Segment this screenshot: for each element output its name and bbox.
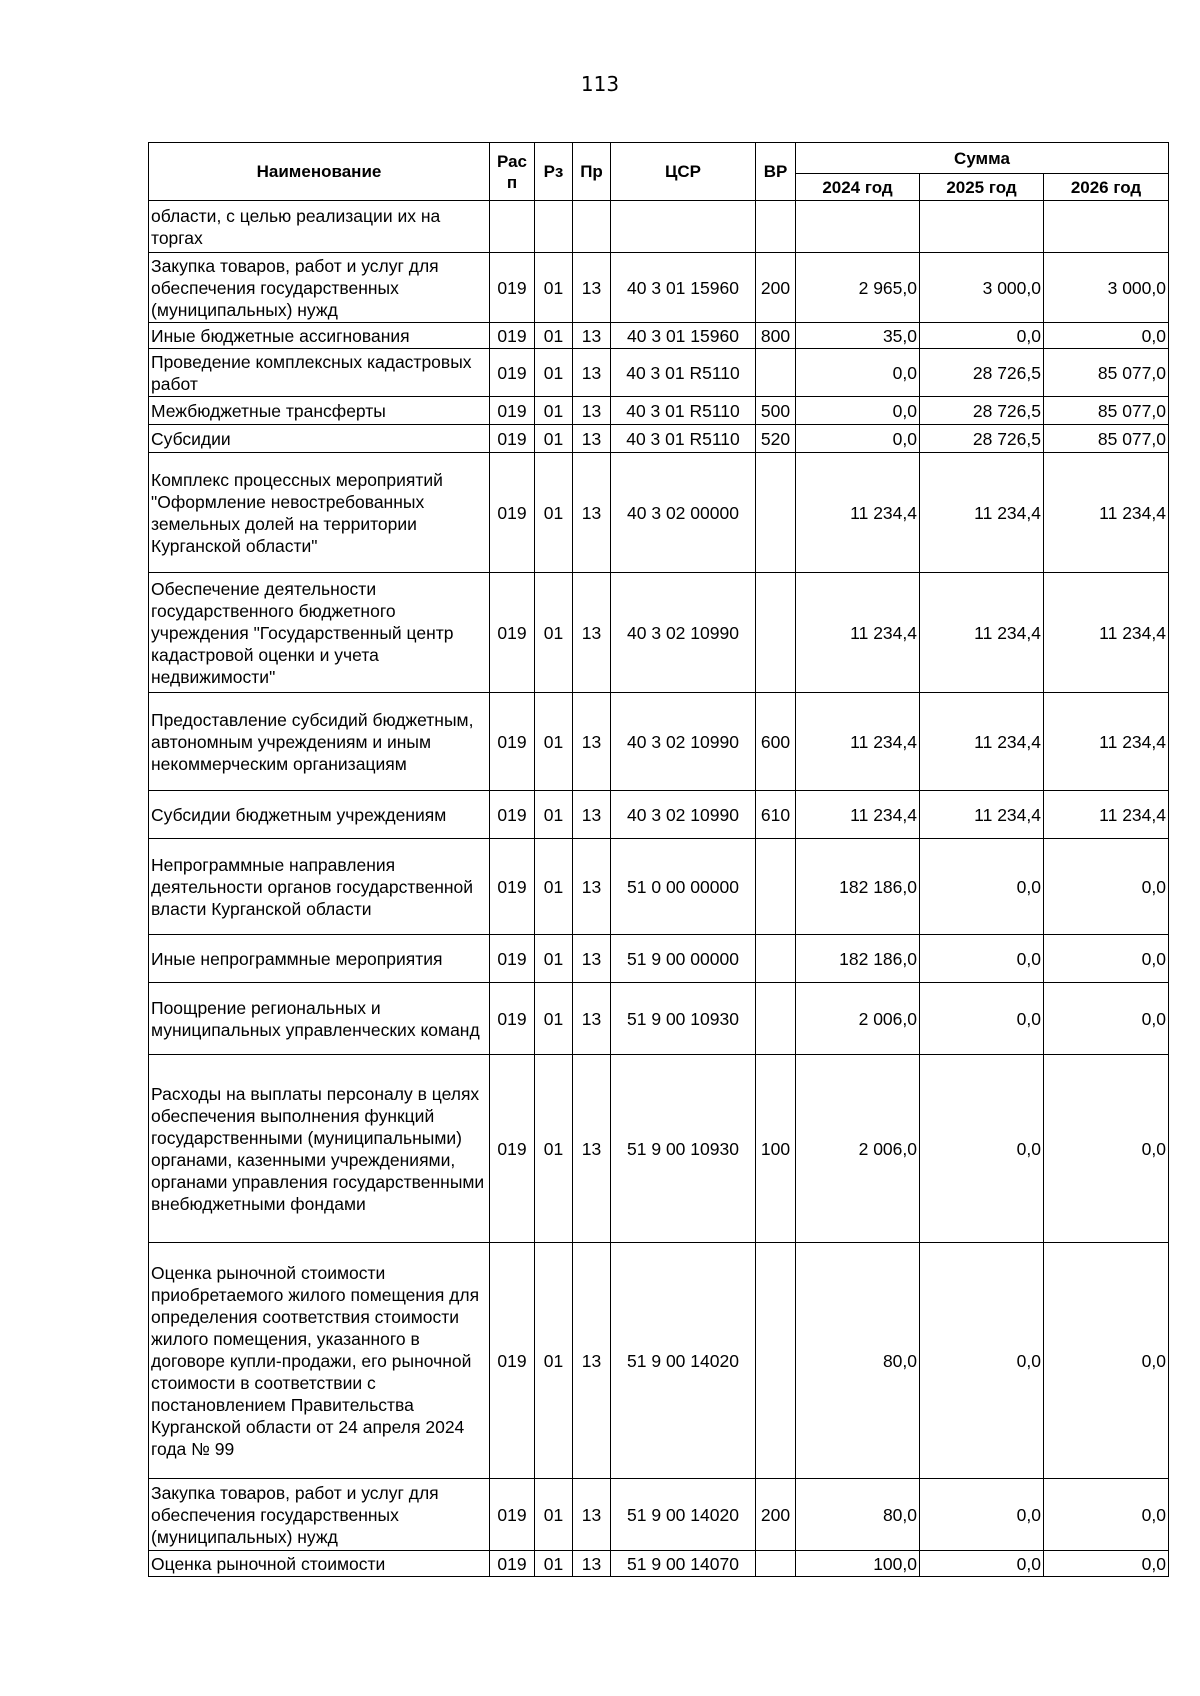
row-pr-cell: 13 bbox=[573, 323, 611, 349]
table-row bbox=[149, 201, 1169, 253]
row-csr-cell: 40 3 02 10990 bbox=[611, 791, 756, 839]
row-sum-2025-cell: 11 234,4 bbox=[920, 573, 1044, 693]
table-row bbox=[149, 693, 1169, 791]
page-number: 113 bbox=[580, 72, 620, 96]
row-csr-cell: 51 9 00 00000 bbox=[611, 935, 756, 983]
header-ras: Рас п bbox=[490, 143, 535, 201]
row-vr-cell: 520 bbox=[756, 425, 796, 453]
header-vr: ВР bbox=[756, 143, 796, 201]
row-csr-cell: 40 3 01 15960 bbox=[611, 253, 756, 323]
row-pr-cell: 13 bbox=[573, 983, 611, 1055]
row-sum-2025-cell: 0,0 bbox=[920, 1479, 1044, 1551]
row-sum-2026-cell: 11 234,4 bbox=[1044, 453, 1169, 573]
header-pr: Пр bbox=[573, 143, 611, 201]
row-pr-cell: 13 bbox=[573, 791, 611, 839]
header-name: Наименование bbox=[149, 143, 490, 201]
row-sum-2025-cell: 28 726,5 bbox=[920, 425, 1044, 453]
table-row bbox=[149, 1243, 1169, 1479]
row-sum-2026-cell: 0,0 bbox=[1044, 983, 1169, 1055]
table-row bbox=[149, 453, 1169, 573]
row-ras-cell: 019 bbox=[490, 425, 535, 453]
row-name-cell: Иные бюджетные ассигнования bbox=[149, 323, 490, 349]
row-sum-2024-cell: 11 234,4 bbox=[796, 791, 920, 839]
row-sum-2024-cell: 182 186,0 bbox=[796, 839, 920, 935]
table-row bbox=[149, 253, 1169, 323]
row-pr-cell: 13 bbox=[573, 573, 611, 693]
row-pr-cell: 13 bbox=[573, 935, 611, 983]
row-pr-cell: 13 bbox=[573, 397, 611, 425]
row-ras-cell: 019 bbox=[490, 791, 535, 839]
row-csr-cell: 51 9 00 10930 bbox=[611, 983, 756, 1055]
row-vr-cell: 100 bbox=[756, 1055, 796, 1243]
row-pr-cell: 13 bbox=[573, 1551, 611, 1577]
row-csr-cell: 51 0 00 00000 bbox=[611, 839, 756, 935]
row-sum-2024-cell: 0,0 bbox=[796, 349, 920, 397]
row-name-cell: Оценка рыночной стоимости bbox=[149, 1551, 490, 1577]
row-ras-cell: 019 bbox=[490, 1243, 535, 1479]
row-sum-2024-cell: 80,0 bbox=[796, 1479, 920, 1551]
row-sum-2026-cell: 85 077,0 bbox=[1044, 425, 1169, 453]
row-rz-cell: 01 bbox=[535, 425, 573, 453]
table-row bbox=[149, 573, 1169, 693]
row-vr-cell: 610 bbox=[756, 791, 796, 839]
row-sum-2024-cell: 2 006,0 bbox=[796, 1055, 920, 1243]
header-year-2024: 2024 год bbox=[796, 174, 920, 201]
row-sum-2025-cell: 28 726,5 bbox=[920, 397, 1044, 425]
row-rz-cell: 01 bbox=[535, 1551, 573, 1577]
row-sum-2024-cell: 80,0 bbox=[796, 1243, 920, 1479]
table-row bbox=[149, 1479, 1169, 1551]
row-ras-cell: 019 bbox=[490, 693, 535, 791]
row-sum-2026-cell: 11 234,4 bbox=[1044, 791, 1169, 839]
row-ras-cell: 019 bbox=[490, 935, 535, 983]
row-pr-cell: 13 bbox=[573, 453, 611, 573]
row-pr-cell: 13 bbox=[573, 693, 611, 791]
row-sum-2024-cell: 11 234,4 bbox=[796, 453, 920, 573]
table-row bbox=[149, 1055, 1169, 1243]
row-vr-cell: 200 bbox=[756, 1479, 796, 1551]
row-rz-cell: 01 bbox=[535, 983, 573, 1055]
row-rz-cell: 01 bbox=[535, 935, 573, 983]
header-sum: Сумма bbox=[796, 143, 1169, 174]
row-sum-2025-cell: 11 234,4 bbox=[920, 693, 1044, 791]
row-pr-cell: 13 bbox=[573, 1479, 611, 1551]
row-sum-2025-cell: 0,0 bbox=[920, 1243, 1044, 1479]
row-ras-cell: 019 bbox=[490, 839, 535, 935]
row-sum-2024-cell bbox=[796, 201, 920, 253]
table-row bbox=[149, 323, 1169, 349]
row-vr-cell bbox=[756, 1551, 796, 1577]
row-csr-cell: 40 3 01 R5110 bbox=[611, 397, 756, 425]
row-ras-cell: 019 bbox=[490, 323, 535, 349]
row-ras-cell: 019 bbox=[490, 397, 535, 425]
table-row bbox=[149, 397, 1169, 425]
row-sum-2025-cell: 11 234,4 bbox=[920, 453, 1044, 573]
table-row bbox=[149, 349, 1169, 397]
row-ras-cell: 019 bbox=[490, 1055, 535, 1243]
row-csr-cell: 51 9 00 10930 bbox=[611, 1055, 756, 1243]
header-rz: Рз bbox=[535, 143, 573, 201]
row-rz-cell: 01 bbox=[535, 323, 573, 349]
table-row bbox=[149, 1551, 1169, 1577]
row-name-cell: Предоставление субсидий бюджетным, автономным учреждениям и иным некоммерческим организациям bbox=[149, 693, 490, 791]
row-ras-cell: 019 bbox=[490, 983, 535, 1055]
row-ras-cell: 019 bbox=[490, 253, 535, 323]
row-sum-2024-cell: 100,0 bbox=[796, 1551, 920, 1577]
row-sum-2025-cell: 0,0 bbox=[920, 1551, 1044, 1577]
row-sum-2025-cell: 11 234,4 bbox=[920, 791, 1044, 839]
row-csr-cell: 40 3 02 10990 bbox=[611, 693, 756, 791]
row-pr-cell: 13 bbox=[573, 425, 611, 453]
row-rz-cell: 01 bbox=[535, 791, 573, 839]
row-sum-2026-cell: 0,0 bbox=[1044, 1551, 1169, 1577]
row-sum-2024-cell: 2 965,0 bbox=[796, 253, 920, 323]
row-name-cell: Комплекс процессных мероприятий "Оформление невостребованных земельных долей на территории Курганской области" bbox=[149, 453, 490, 573]
row-sum-2024-cell: 11 234,4 bbox=[796, 573, 920, 693]
row-sum-2026-cell: 85 077,0 bbox=[1044, 397, 1169, 425]
table-body bbox=[149, 201, 1169, 1577]
row-pr-cell: 13 bbox=[573, 349, 611, 397]
row-rz-cell: 01 bbox=[535, 1243, 573, 1479]
row-rz-cell: 01 bbox=[535, 349, 573, 397]
row-vr-cell bbox=[756, 935, 796, 983]
row-sum-2026-cell: 85 077,0 bbox=[1044, 349, 1169, 397]
row-vr-cell: 800 bbox=[756, 323, 796, 349]
table-row bbox=[149, 791, 1169, 839]
row-sum-2026-cell: 3 000,0 bbox=[1044, 253, 1169, 323]
row-name-cell: Иные непрограммные мероприятия bbox=[149, 935, 490, 983]
row-ras-cell: 019 bbox=[490, 1551, 535, 1577]
row-sum-2026-cell: 0,0 bbox=[1044, 839, 1169, 935]
row-csr-cell: 40 3 01 15960 bbox=[611, 323, 756, 349]
row-csr-cell: 51 9 00 14070 bbox=[611, 1551, 756, 1577]
row-sum-2024-cell: 35,0 bbox=[796, 323, 920, 349]
row-sum-2024-cell: 0,0 bbox=[796, 425, 920, 453]
row-vr-cell: 200 bbox=[756, 253, 796, 323]
row-vr-cell bbox=[756, 1243, 796, 1479]
header-year-2025: 2025 год bbox=[920, 174, 1044, 201]
table-row bbox=[149, 425, 1169, 453]
row-ras-cell bbox=[490, 201, 535, 253]
row-sum-2026-cell: 11 234,4 bbox=[1044, 693, 1169, 791]
row-rz-cell: 01 bbox=[535, 253, 573, 323]
row-csr-cell: 40 3 02 10990 bbox=[611, 573, 756, 693]
row-csr-cell: 40 3 01 R5110 bbox=[611, 349, 756, 397]
row-sum-2025-cell: 0,0 bbox=[920, 983, 1044, 1055]
row-ras-cell: 019 bbox=[490, 453, 535, 573]
row-vr-cell bbox=[756, 839, 796, 935]
row-rz-cell: 01 bbox=[535, 397, 573, 425]
row-csr-cell: 40 3 02 00000 bbox=[611, 453, 756, 573]
row-vr-cell bbox=[756, 453, 796, 573]
row-sum-2024-cell: 2 006,0 bbox=[796, 983, 920, 1055]
header-year-2026: 2026 год bbox=[1044, 174, 1169, 201]
row-sum-2026-cell: 0,0 bbox=[1044, 1055, 1169, 1243]
header-csr: ЦСР bbox=[611, 143, 756, 201]
row-csr-cell bbox=[611, 201, 756, 253]
row-sum-2026-cell: 0,0 bbox=[1044, 1243, 1169, 1479]
row-rz-cell: 01 bbox=[535, 1055, 573, 1243]
row-pr-cell: 13 bbox=[573, 1243, 611, 1479]
row-name-cell: Межбюджетные трансферты bbox=[149, 397, 490, 425]
row-name-cell: Проведение комплексных кадастровых работ bbox=[149, 349, 490, 397]
row-sum-2025-cell bbox=[920, 201, 1044, 253]
row-name-cell: области, с целью реализации их на торгах bbox=[149, 201, 490, 253]
row-pr-cell: 13 bbox=[573, 253, 611, 323]
row-sum-2025-cell: 0,0 bbox=[920, 839, 1044, 935]
table-row bbox=[149, 839, 1169, 935]
row-vr-cell: 500 bbox=[756, 397, 796, 425]
row-csr-cell: 40 3 01 R5110 bbox=[611, 425, 756, 453]
row-name-cell: Расходы на выплаты персоналу в целях обеспечения выполнения функций государственными (муниципальными) органами, казенными учреждениями, органами управления государственными внебюджетными фондами bbox=[149, 1055, 490, 1243]
row-pr-cell: 13 bbox=[573, 839, 611, 935]
row-rz-cell bbox=[535, 201, 573, 253]
row-sum-2025-cell: 0,0 bbox=[920, 935, 1044, 983]
row-name-cell: Оценка рыночной стоимости приобретаемого жилого помещения для определения соответствия стоимости жилого помещения, указанного в договоре купли-продажи, его рыночной стоимости в соответствии с постановлением Правительства Курганской области от 24 апреля 2024 года № 99 bbox=[149, 1243, 490, 1479]
row-name-cell: Непрограммные направления деятельности органов государственной власти Курганской области bbox=[149, 839, 490, 935]
row-sum-2024-cell: 182 186,0 bbox=[796, 935, 920, 983]
row-ras-cell: 019 bbox=[490, 573, 535, 693]
row-sum-2025-cell: 0,0 bbox=[920, 323, 1044, 349]
budget-table bbox=[148, 142, 1169, 1577]
row-rz-cell: 01 bbox=[535, 1479, 573, 1551]
row-sum-2024-cell: 11 234,4 bbox=[796, 693, 920, 791]
row-sum-2026-cell bbox=[1044, 201, 1169, 253]
table-row bbox=[149, 935, 1169, 983]
row-sum-2026-cell: 11 234,4 bbox=[1044, 573, 1169, 693]
row-vr-cell bbox=[756, 573, 796, 693]
row-csr-cell: 51 9 00 14020 bbox=[611, 1479, 756, 1551]
row-rz-cell: 01 bbox=[535, 839, 573, 935]
row-sum-2026-cell: 0,0 bbox=[1044, 1479, 1169, 1551]
row-name-cell: Закупка товаров, работ и услуг для обеспечения государственных (муниципальных) нужд bbox=[149, 253, 490, 323]
row-rz-cell: 01 bbox=[535, 573, 573, 693]
row-vr-cell bbox=[756, 349, 796, 397]
row-pr-cell bbox=[573, 201, 611, 253]
row-name-cell: Обеспечение деятельности государственного бюджетного учреждения "Государственный центр кадастровой оценки и учета недвижимости" bbox=[149, 573, 490, 693]
row-vr-cell bbox=[756, 983, 796, 1055]
row-ras-cell: 019 bbox=[490, 1479, 535, 1551]
row-name-cell: Поощрение региональных и муниципальных управленческих команд bbox=[149, 983, 490, 1055]
row-sum-2025-cell: 3 000,0 bbox=[920, 253, 1044, 323]
row-sum-2026-cell: 0,0 bbox=[1044, 935, 1169, 983]
row-rz-cell: 01 bbox=[535, 453, 573, 573]
table-row bbox=[149, 983, 1169, 1055]
row-sum-2025-cell: 28 726,5 bbox=[920, 349, 1044, 397]
row-sum-2026-cell: 0,0 bbox=[1044, 323, 1169, 349]
row-vr-cell bbox=[756, 201, 796, 253]
row-rz-cell: 01 bbox=[535, 693, 573, 791]
row-ras-cell: 019 bbox=[490, 349, 535, 397]
row-sum-2025-cell: 0,0 bbox=[920, 1055, 1044, 1243]
row-name-cell: Субсидии bbox=[149, 425, 490, 453]
row-name-cell: Закупка товаров, работ и услуг для обеспечения государственных (муниципальных) нужд bbox=[149, 1479, 490, 1551]
row-name-cell: Субсидии бюджетным учреждениям bbox=[149, 791, 490, 839]
row-pr-cell: 13 bbox=[573, 1055, 611, 1243]
row-sum-2024-cell: 0,0 bbox=[796, 397, 920, 425]
row-csr-cell: 51 9 00 14020 bbox=[611, 1243, 756, 1479]
row-vr-cell: 600 bbox=[756, 693, 796, 791]
